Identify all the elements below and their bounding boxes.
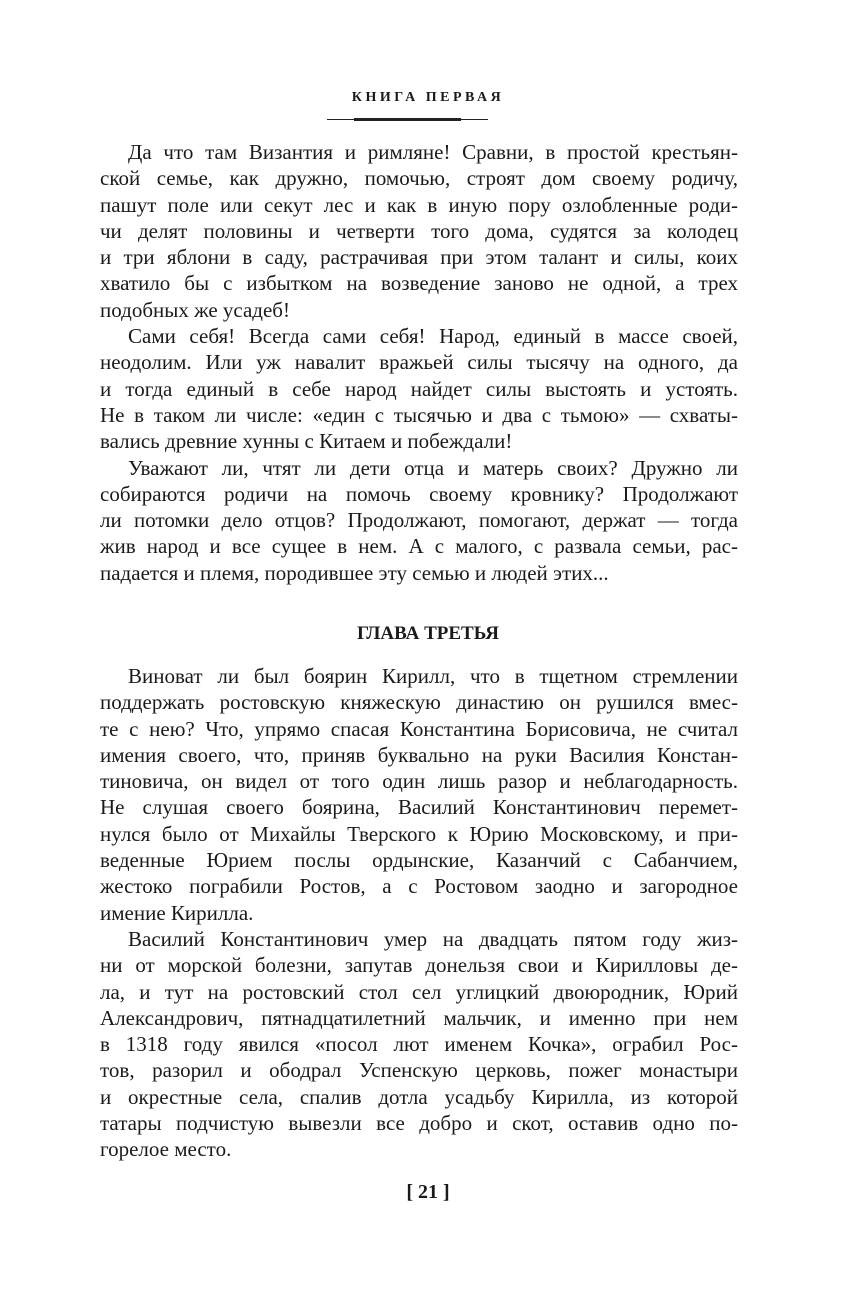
text-line: тов, разорил и ободрал Успенскую церковь, пожег монастыри	[100, 1058, 738, 1083]
text-line: горелое место.	[100, 1137, 232, 1162]
text-line: поддержать ростовскую княжескую династию он рушился вмес-	[100, 690, 738, 715]
text-line: в 1318 году явился «посол лют именем Кочка», ограбил Рос-	[100, 1032, 738, 1057]
text-line: нулся было от Михайлы Тверского к Юрию Московскому, и при-	[100, 821, 738, 846]
text-line: и тогда единый в себе народ найдет силы выстоять и устоять.	[100, 376, 738, 401]
text-line: ской семье, как дружно, помочью, строят дом своему родичу,	[100, 166, 738, 191]
text-line: неодолим. Или уж навалит вражьей силы тысячу на одного, да	[100, 350, 738, 375]
text-line: пашут поле или секут лес и как в иную пору озлобленные роди-	[100, 192, 738, 217]
text-line: веденные Юрием послы ордынские, Казанчий с Сабанчием,	[100, 848, 738, 873]
text-line: ни от морской болезни, запутав донельзя свои и Кирилловы де-	[100, 953, 738, 978]
paragraph	[100, 455, 738, 586]
text-line: подобных же усадеб!	[100, 297, 290, 322]
text-line: вались древние хунны с Китаем и побеждали!	[100, 429, 513, 454]
chapter-title: ГЛАВА ТРЕТЬЯ	[357, 623, 499, 644]
text-line: жестоко пограбили Ростов, а с Ростовом заодно и загородное	[100, 874, 738, 899]
text-line: тиновича, он видел от того один лишь разор и неблагодарность.	[100, 769, 738, 794]
text-line: татары подчистую вывезли все добро и скот, оставив одно по-	[100, 1111, 738, 1136]
text-line: и три яблони в саду, растрачивая при этом талант и силы, коих	[100, 245, 738, 270]
text-line: имения своего, что, приняв буквально на руки Василия Констан-	[100, 742, 738, 767]
text-line: и окрестные села, спалив дотла усадьбу Кирилла, из которой	[100, 1084, 738, 1109]
text-line: ла, и тут на ростовский стол сел углицкий двоюродник, Юрий	[100, 979, 738, 1004]
text-line: Виноват ли был боярин Кирилл, что в тщетном стремлении	[128, 664, 738, 688]
text-block-1	[100, 139, 738, 586]
text-line: Уважают ли, чтят ли дети отца и матерь своих? Дружно ли	[128, 455, 738, 480]
text-line: Сами себя! Всегда сами себя! Народ, единый в массе своей,	[128, 324, 738, 349]
text-line: Не слушая своего боярина, Василий Константинович перемет-	[100, 795, 738, 820]
text-line: жив народ и все сущее в нем. А с малого, с развала семьи, рас-	[100, 534, 738, 559]
paragraph	[100, 663, 738, 926]
text-line: хватило бы с избытком на возведение заново не одной, а трех	[100, 271, 738, 296]
running-head: КНИГА ПЕРВАЯ	[351, 90, 505, 105]
page-number: [ 21 ]	[406, 1181, 450, 1203]
text-line: Александрович, пятнадцатилетний мальчик, и именно при нем	[100, 1005, 738, 1030]
text-line: имение Кирилла.	[100, 900, 254, 925]
text-line: ли потомки дело отцов? Продолжают, помогают, держат — тогда	[100, 508, 738, 533]
text-line: чи делят половины и четверти того дома, судятся за колодец	[100, 218, 738, 243]
text-line: собираются родичи на помочь своему кровнику? Продолжают	[100, 481, 738, 506]
text-line: Василий Константинович умер на двадцать пятом году жиз-	[128, 926, 738, 951]
text-line: те с нею? Что, упрямо спасая Константина Борисовича, не считал	[100, 716, 738, 741]
paragraph	[100, 323, 738, 454]
text-line: Не в таком ли числе: «един с тысячью и два с тьмою» — схваты-	[100, 402, 738, 427]
text-line: Да что там Византия и римляне! Сравни, в простой крестьян-	[128, 140, 738, 164]
text-line: падается и племя, породившее эту семью и людей этих...	[100, 560, 609, 585]
header-rule-bold	[354, 118, 461, 121]
paragraph	[100, 139, 738, 323]
paragraph	[100, 926, 738, 1163]
text-block-2	[100, 663, 738, 1163]
